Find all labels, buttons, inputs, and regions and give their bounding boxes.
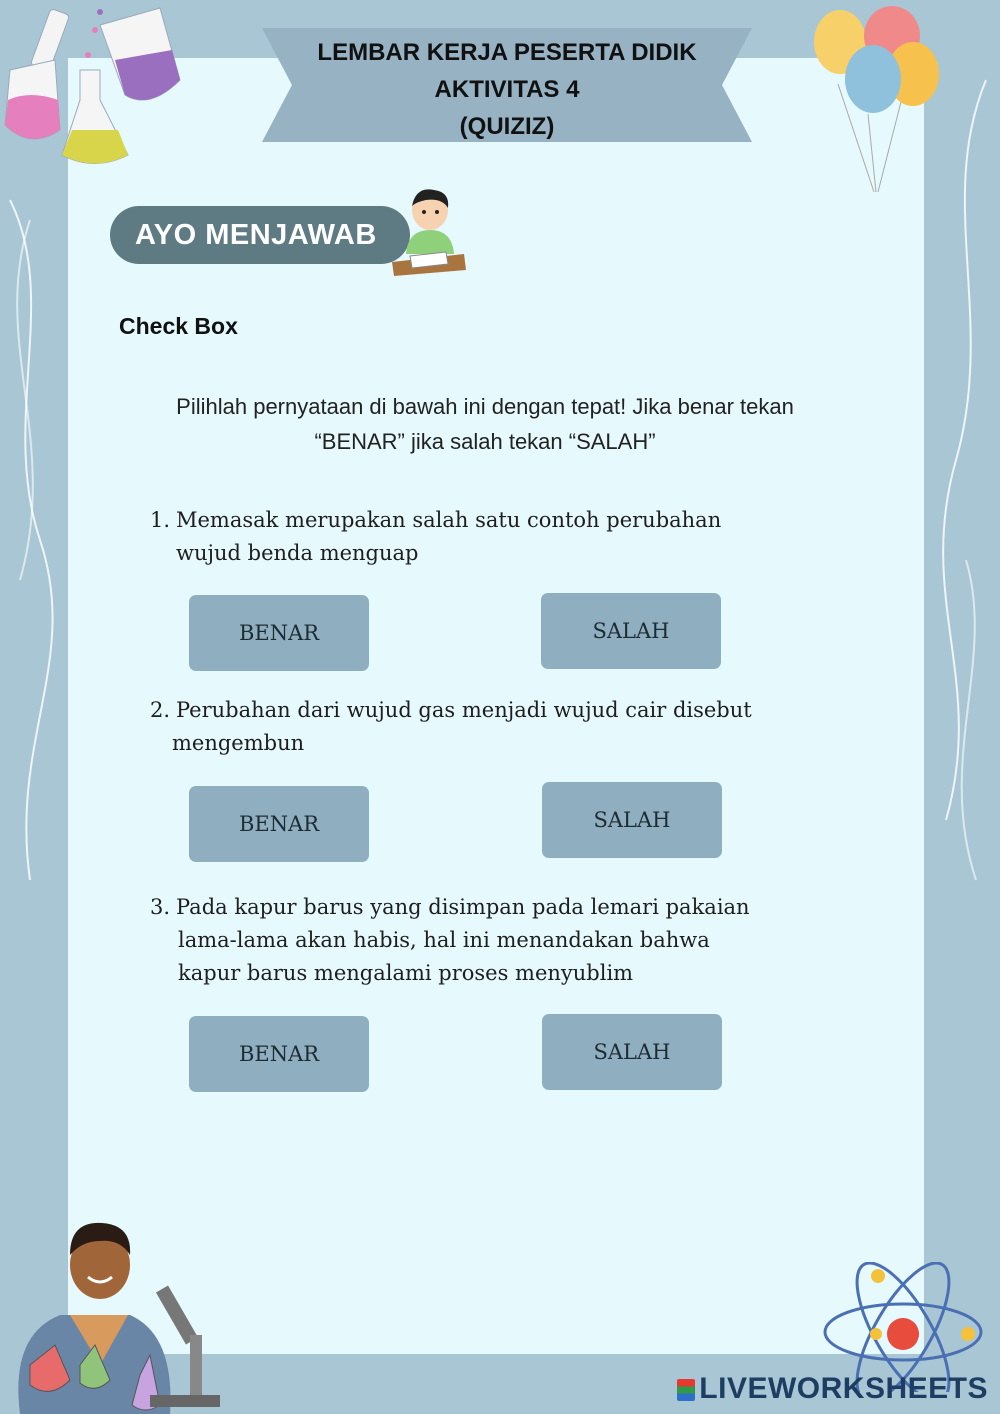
instruction-line-1: Pilihlah pernyataan di bawah ini dengan tepat! Jika benar tekan [176,394,794,419]
question-text-line: Memasak merupakan salah satu contoh perubahan [176,508,722,532]
student-writing-illustration [386,184,470,280]
section-label-pill: AYO MENJAWAB [110,206,410,264]
salah-button-3[interactable]: SALAH [542,1014,722,1090]
decorative-swirl-right [926,60,1000,1060]
question-text-line: Pada kapur barus yang disimpan pada lemari pakaian [176,895,750,919]
question-text-line: kapur barus mengalami proses menyublim [178,961,634,985]
benar-button-3[interactable]: BENAR [189,1016,369,1092]
question-text-line: lama-lama akan habis, hal ini menandakan bahwa [178,928,710,952]
benar-button-2[interactable]: BENAR [189,786,369,862]
question-number: 3. [150,895,171,919]
check-box-title: Check Box [119,313,238,339]
chemistry-flasks-illustration [0,0,190,175]
salah-button-1[interactable]: SALAH [541,593,721,669]
header-subtitle: (QUIZIZ) [459,113,555,140]
header-activity: AKTIVITAS 4 [434,76,580,103]
instruction-line-2: “BENAR” jika salah tekan “SALAH” [314,429,656,454]
question-number: 2. [150,698,171,722]
question-1 [150,504,721,570]
logo-text: LIVEWORKSHEETS [699,1372,988,1405]
question-text-line: mengembun [172,731,305,755]
benar-button-1[interactable]: BENAR [189,595,369,671]
question-2 [150,694,752,760]
question-number: 1. [150,508,171,532]
question-text-line: Perubahan dari wujud gas menjadi wujud cair disebut [176,698,752,722]
worksheet-header [262,34,752,145]
balloons-illustration [808,4,948,194]
header-title: LEMBAR KERJA PESERTA DIDIK [317,39,697,66]
question-3 [150,891,750,990]
liveworksheets-logo [677,1372,988,1406]
scientist-microscope-illustration [0,1215,230,1414]
liveworksheets-logo-icon [677,1379,695,1401]
question-text-line: wujud benda menguap [176,541,419,565]
instruction-text [120,389,850,459]
decorative-swirl-left [0,180,70,1080]
salah-button-2[interactable]: SALAH [542,782,722,858]
